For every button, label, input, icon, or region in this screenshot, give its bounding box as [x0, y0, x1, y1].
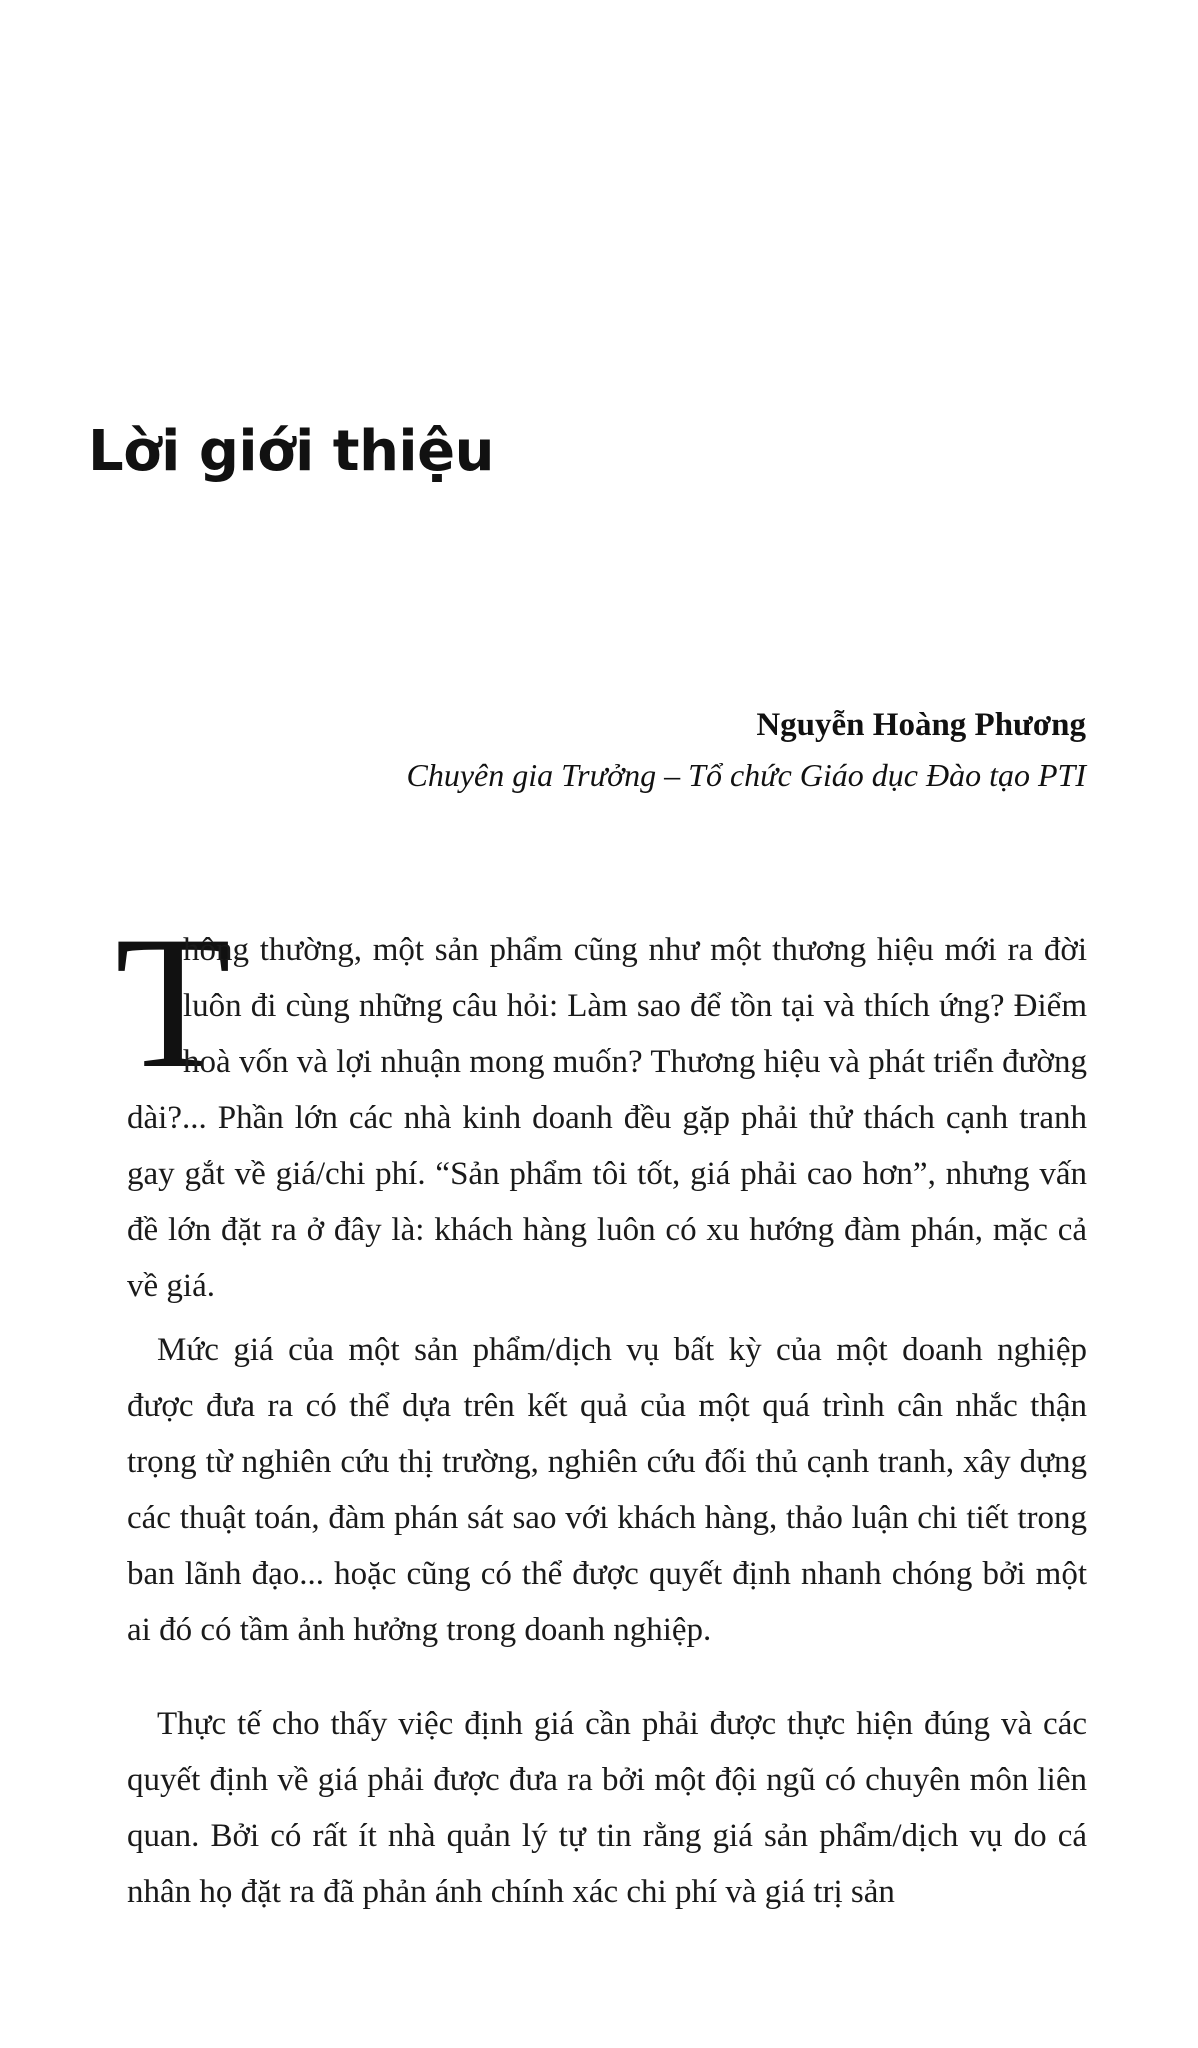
chapter-title: Lời giới thiệu [88, 419, 494, 484]
author-title: Chuyên gia Trưởng – Tổ chức Giáo dục Đào tạo PTI [406, 757, 1086, 793]
paragraph-3-text: Thực tế cho thấy việc định giá cần phải được thực hiện đúng và các quyết định về giá phải được đưa ra bởi một đội ngũ có chuyên môn liên quan. Bởi có rất ít nhà quản lý tự tin rằng giá sản phẩm/dịch vụ do cá nhân họ đặt ra đã phản ánh chính xác chi phí và giá trị sản [127, 1706, 1087, 1910]
author-name: Nguyễn Hoàng Phương [756, 707, 1086, 743]
author-block [406, 700, 1086, 800]
drop-cap: T [115, 898, 232, 1108]
paragraph-3 [127, 1696, 1087, 1920]
paragraph-1-text: hông thường, một sản phẩm cũng như một thương hiệu mới ra đời luôn đi cùng những câu hỏi: Làm sao để tồn tại và thích ứng? Điểm hoà vốn và lợi nhuận mong muốn? Thương hiệu và phát triển đường dài?... Phần lớn các nhà kinh doanh đều gặp phải thử thách cạnh tranh gay gắt về giá/chi phí. “Sản phẩm tôi tốt, giá phải cao hơn”, nhưng vấn đề lớn đặt ra ở đây là: khách hàng luôn có xu hướng đàm phán, mặc cả về giá. [127, 932, 1087, 1304]
paragraph-2 [127, 1322, 1087, 1658]
paragraph-2-text: Mức giá của một sản phẩm/dịch vụ bất kỳ của một doanh nghiệp được đưa ra có thể dựa trên kết quả của một quá trình cân nhắc thận trọng từ nghiên cứu thị trường, nghiên cứu đối thủ cạnh tranh, xây dựng các thuật toán, đàm phán sát sao với khách hàng, thảo luận chi tiết trong ban lãnh đạo... hoặc cũng có thể được quyết định nhanh chóng bởi một ai đó có tầm ảnh hưởng trong doanh nghiệp. [127, 1332, 1087, 1648]
paragraph-1 [115, 898, 1087, 1314]
